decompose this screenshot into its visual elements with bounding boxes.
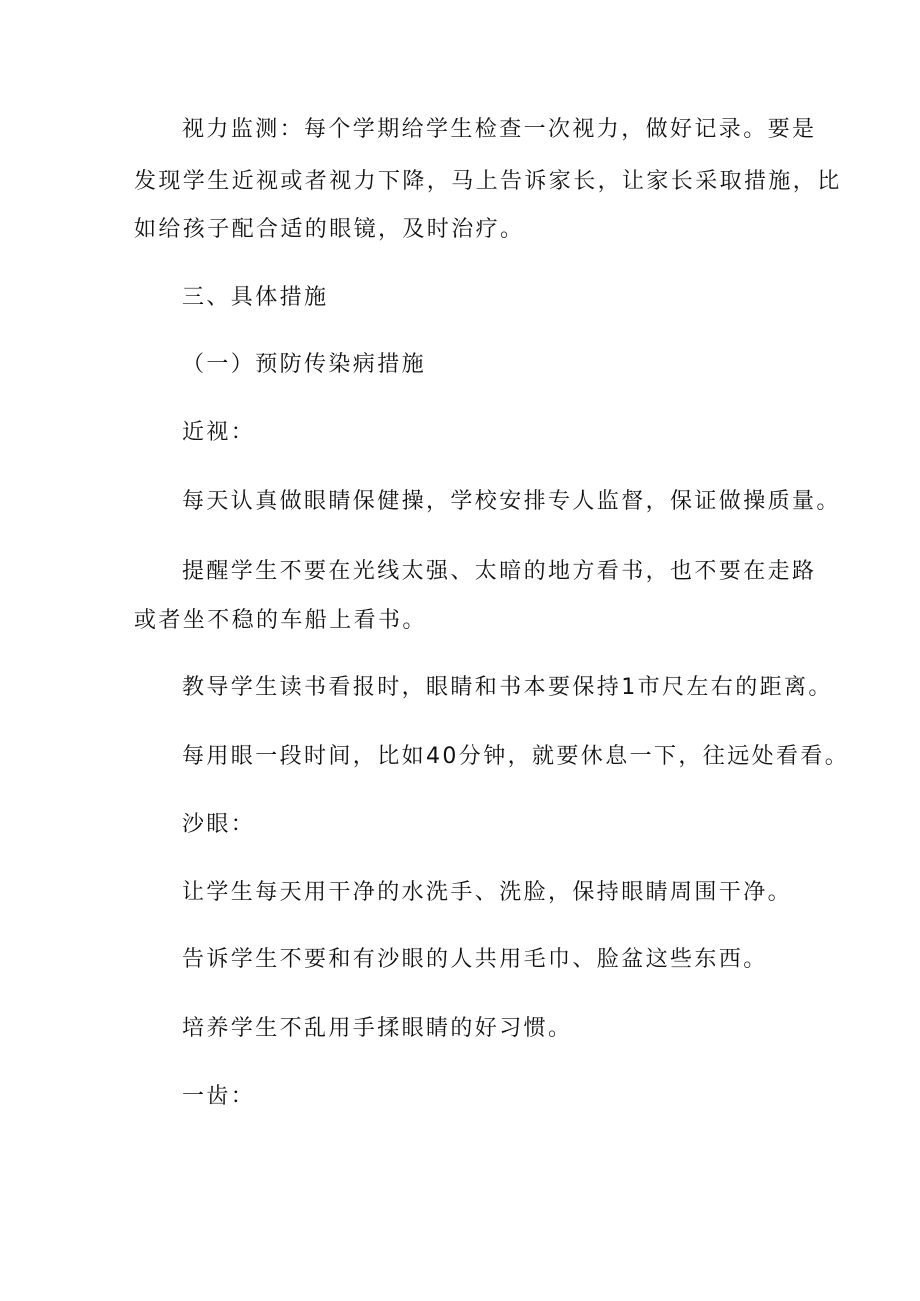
vision-monitoring-line-3: 如给孩子配合适的眼镜，及时治疗。 <box>134 217 525 242</box>
section-heading: 三、具体措施 <box>182 285 329 310</box>
trachoma-item-3: 培养学生不乱用手揉眼睛的好习惯。 <box>182 1016 573 1041</box>
myopia-item-3: 教导学生读书看报时，眼睛和书本要保持1市尺左右的距离。 <box>182 675 833 700</box>
vision-monitoring-line-2: 发现学生近视或者视力下降，马上告诉家长，让家长采取措施，比 <box>134 169 842 194</box>
myopia-item-1: 每天认真做眼睛保健操，学校安排专人监督，保证做操质量。 <box>182 489 841 514</box>
trachoma-item-2: 告诉学生不要和有沙眼的人共用毛巾、脸盆这些东西。 <box>182 947 768 972</box>
teeth-heading: 一齿： <box>182 1084 256 1109</box>
myopia-item-4: 每用眼一段时间，比如40分钟，就要休息一下，往远处看看。 <box>182 744 850 769</box>
trachoma-heading: 沙眼： <box>182 812 256 837</box>
myopia-item-2-line-2: 或者坐不稳的车船上看书。 <box>134 608 427 633</box>
trachoma-item-1: 让学生每天用干净的水洗手、洗脸，保持眼睛周围干净。 <box>182 880 793 905</box>
myopia-heading: 近视： <box>182 420 256 445</box>
myopia-item-2-line-1: 提醒学生不要在光线太强、太暗的地方看书，也不要在走路 <box>182 559 817 584</box>
vision-monitoring-line-1: 视力监测：每个学期给学生检查一次视力，做好记录。要是 <box>182 117 817 142</box>
subsection-heading: （一）预防传染病措施 <box>182 352 427 377</box>
